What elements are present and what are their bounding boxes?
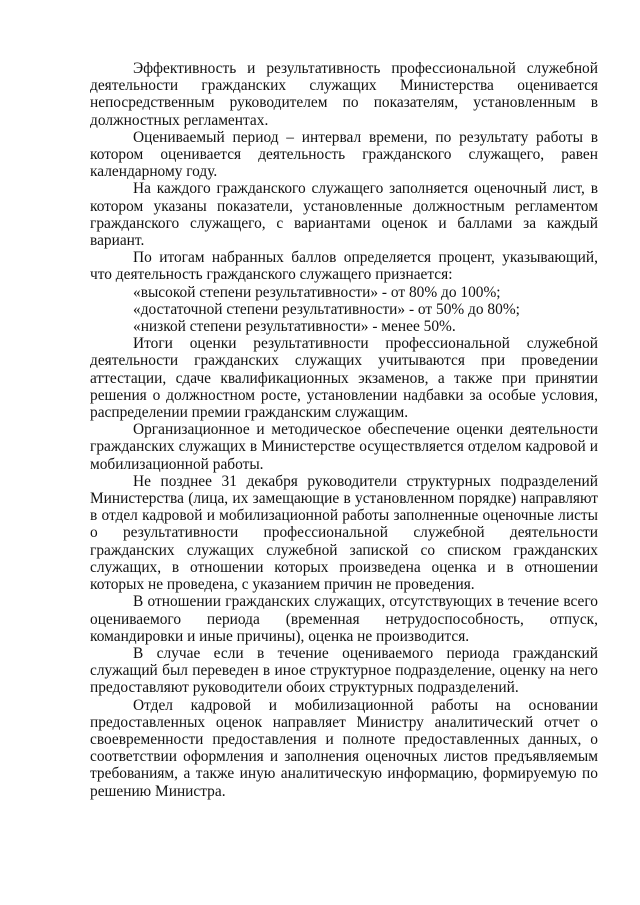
list-item-sufficient-result: «достаточной степени результативности» - от 50% до 80%;	[133, 300, 520, 318]
document-page	[90, 60, 598, 800]
paragraph-transferred-employees: В случае если в течение оцениваемого периода гражданский служащий был переведен в иное структурное подразделение, оценку на него предоставляют руководители обоих структурных подразделений.	[90, 644, 598, 697]
paragraph-organizational-support: Организационное и методическое обеспечение оценки деятельности гражданских служащих в Министерстве осуществляется отделом кадровой и мобилизационной работы.	[90, 421, 598, 473]
paragraph-absent-employees: В отношении гражданских служащих, отсутствующих в течение всего оцениваемого периода (временная нетрудоспособность, отпуск, командировки и иные причины), оценка не производится.	[90, 593, 598, 645]
list-item-high-result: «высокой степени результативности» - от 80% до 100%;	[133, 283, 501, 301]
paragraph-analytical-report: Отдел кадровой и мобилизационной работы на основании предоставленных оценок направляет Министру аналитический отчет о своевременности предоставления и полноте предоставленных данных, о соответствии оформления и заполнения оценочных листов предъявляемым требованиям, а также иную аналитическую информацию, формируемую по решению Министра.	[90, 696, 598, 800]
list-item-low-result: «низкой степени результативности» - менее 50%.	[133, 318, 456, 336]
paragraph-results-usage: Итоги оценки результативности профессиональной служебной деятельности гражданских служащих учитываются при проведении аттестации, сдаче квалификационных экзаменов, а также при принятии решения о должностном росте, установлении надбавки за особые условия, распределении премии гражданским служащим.	[90, 335, 598, 422]
paragraph-efficiency-assessment: Эффективность и результативность профессиональной служебной деятельности гражданских служащих Министерства оценивается непосредственным руководителем по показателям, установленным в должностных регламентах.	[90, 60, 598, 129]
paragraph-score-percentage: По итогам набранных баллов определяется процент, указывающий, что деятельность гражданского служащего признается:	[90, 249, 598, 284]
paragraph-assessment-sheet: На каждого гражданского служащего заполняется оценочный лист, в котором указаны показатели, установленные должностным регламентом гражданского служащего, с вариантами оценок и баллами за каждый вариант.	[90, 180, 598, 250]
paragraph-deadline: Не позднее 31 декабря руководители структурных подразделений Министерства (лица, их замещающие в установленном порядке) направляют в отдел кадровой и мобилизационной работы заполненные оценочные листы о результативности профессиональной служебной деятельности гражданских служащих служебной запиской со списком гражданских служащих, в отношении которых произведена оценка и в отношении которых не проведена, с указанием причин не проведения.	[90, 472, 598, 594]
paragraph-assessment-period: Оцениваемый период – интервал времени, по результату работы в котором оценивается деятельность гражданского служащего, равен календарному году.	[90, 128, 598, 181]
